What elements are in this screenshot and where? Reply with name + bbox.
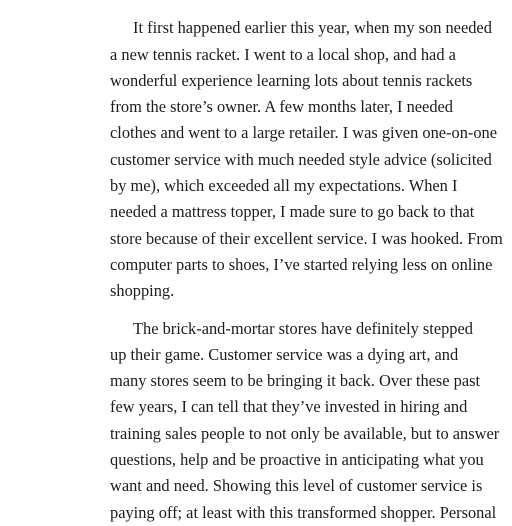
paragraph-line: up their game. Customer service was a dying art, and xyxy=(110,344,459,364)
paragraph-line: many stores seem to be bringing it back. Over these past xyxy=(110,371,481,391)
paragraph-line: training sales people to not only be available, but to answer xyxy=(110,423,500,443)
paragraph-line: The brick-and-mortar stores have definitely stepped xyxy=(133,318,473,338)
paragraph-line: clothes and went to a large retailer. I was given one-on-one xyxy=(110,123,498,143)
paragraph-line: from the store’s owner. A few months later, I needed xyxy=(110,97,454,117)
paragraph-1 xyxy=(110,15,508,304)
paragraph-line: shopping. xyxy=(110,281,175,301)
paragraph-line: few years, I can tell that they’ve invested in hiring and xyxy=(110,397,468,417)
paragraph-line: store because of their excellent service. I was hooked. From xyxy=(110,228,503,248)
paragraph-line: customer service with much needed style advice (solicited xyxy=(110,149,492,169)
article-body xyxy=(110,0,508,526)
paragraph-line: paying off; at least with this transformed shopper. Personal xyxy=(110,502,497,522)
paragraph-2 xyxy=(110,316,508,526)
paragraph-line: questions, help and be proactive in anticipating what you xyxy=(110,450,484,470)
paragraph-spacer xyxy=(110,305,508,316)
paragraph-line: wonderful experience learning lots about tennis rackets xyxy=(110,70,473,90)
paragraph-line: want and need. Showing this level of customer service is xyxy=(110,476,483,496)
paragraph-line: a new tennis racket. I went to a local shop, and had a xyxy=(110,44,456,64)
paragraph-line: computer parts to shoes, I’ve started relying less on online xyxy=(110,254,493,274)
paragraph-line: needed a mattress topper, I made sure to go back to that xyxy=(110,202,475,222)
paragraph-line: by me), which exceeded all my expectations. When I xyxy=(110,176,458,196)
partial-top-line xyxy=(110,0,508,15)
paragraph-line: It first happened earlier this year, when my son needed xyxy=(133,18,492,38)
